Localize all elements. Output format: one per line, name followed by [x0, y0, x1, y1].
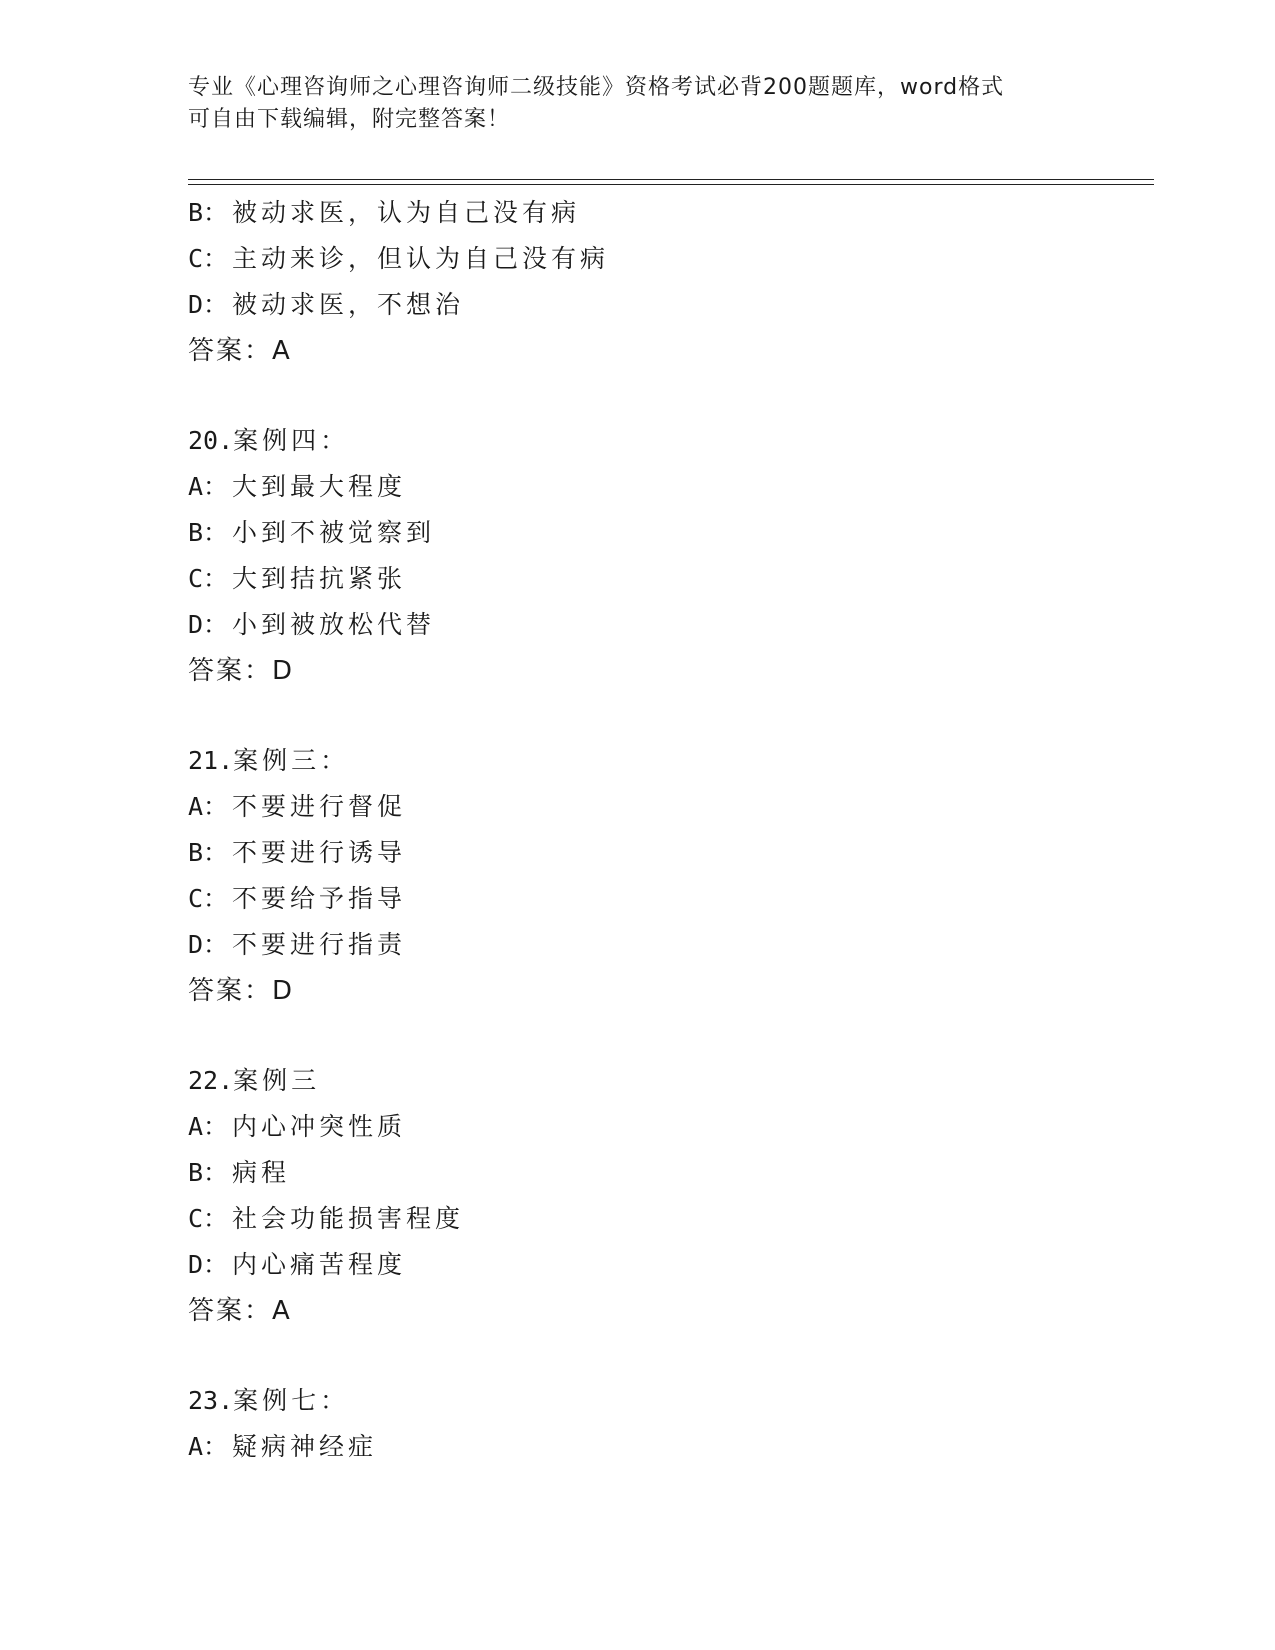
question-text: 案例七： — [233, 1386, 350, 1415]
option-text: 不要给予指导 — [232, 884, 407, 913]
option-c — [188, 1196, 1148, 1242]
option-label: B： — [188, 518, 229, 547]
question-number: 23. — [188, 1386, 234, 1415]
option-text: 不要进行诱导 — [232, 838, 407, 867]
question-22 — [188, 1058, 1148, 1334]
option-label: D： — [188, 610, 229, 639]
option-a — [188, 1104, 1148, 1150]
option-text: 病程 — [232, 1158, 291, 1187]
document-header — [188, 72, 1088, 136]
option-text: 大到最大程度 — [232, 472, 407, 501]
option-d — [188, 1242, 1148, 1288]
answer-line: 答案：A — [188, 336, 292, 366]
option-a — [188, 784, 1148, 830]
option-label: A： — [188, 792, 229, 821]
question-20 — [188, 418, 1148, 694]
header-divider-bottom — [188, 184, 1154, 185]
option-label: A： — [188, 1432, 229, 1461]
option-text: 大到拮抗紧张 — [232, 564, 407, 593]
option-d — [188, 922, 1148, 968]
option-label: A： — [188, 1112, 229, 1141]
question-21 — [188, 738, 1148, 1014]
option-b — [188, 1150, 1148, 1196]
option-label: D： — [188, 1250, 229, 1279]
option-a — [188, 1424, 1148, 1470]
option-text: 被动求医，不想治 — [232, 290, 465, 319]
question-23 — [188, 1378, 1148, 1470]
question-title — [188, 418, 1148, 464]
option-text: 不要进行督促 — [232, 792, 407, 821]
question-number: 21. — [188, 746, 234, 775]
option-text: 小到不被觉察到 — [232, 518, 436, 547]
option-label: C： — [188, 244, 229, 273]
question-title — [188, 738, 1148, 784]
header-line-2: 可自由下载编辑，附完整答案！ — [188, 107, 511, 132]
option-b — [188, 190, 1148, 236]
answer-line: 答案：A — [188, 1296, 292, 1326]
option-label: C： — [188, 564, 229, 593]
option-label: B： — [188, 1158, 229, 1187]
option-label: A： — [188, 472, 229, 501]
option-text: 内心痛苦程度 — [232, 1250, 407, 1279]
option-label: B： — [188, 198, 229, 227]
option-label: B： — [188, 838, 229, 867]
option-label: D： — [188, 290, 229, 319]
option-c — [188, 236, 1148, 282]
question-continued — [188, 190, 1148, 374]
option-label: D： — [188, 930, 229, 959]
question-title — [188, 1058, 1148, 1104]
option-c — [188, 876, 1148, 922]
question-list — [188, 190, 1148, 1470]
option-text: 被动求医，认为自己没有病 — [232, 198, 581, 227]
option-d — [188, 602, 1148, 648]
header-line-1: 专业《心理咨询师之心理咨询师二级技能》资格考试必背200题题库，word格式 — [188, 75, 1005, 100]
question-number: 20. — [188, 426, 234, 455]
option-text: 疑病神经症 — [232, 1432, 378, 1461]
option-text: 社会功能损害程度 — [232, 1204, 465, 1233]
question-title — [188, 1378, 1148, 1424]
question-number: 22. — [188, 1066, 234, 1095]
option-text: 内心冲突性质 — [232, 1112, 407, 1141]
option-text: 不要进行指责 — [232, 930, 407, 959]
option-d — [188, 282, 1148, 328]
option-text: 小到被放松代替 — [232, 610, 436, 639]
question-text: 案例四： — [233, 426, 350, 455]
option-b — [188, 830, 1148, 876]
option-label: C： — [188, 884, 229, 913]
answer-line: 答案：D — [188, 976, 295, 1006]
question-text: 案例三： — [233, 746, 350, 775]
answer-line: 答案：D — [188, 656, 295, 686]
question-text: 案例三 — [233, 1066, 321, 1095]
option-label: C： — [188, 1204, 229, 1233]
option-c — [188, 556, 1148, 602]
option-a — [188, 464, 1148, 510]
header-divider-top — [188, 179, 1154, 180]
option-b — [188, 510, 1148, 556]
option-text: 主动来诊，但认为自己没有病 — [232, 244, 610, 273]
